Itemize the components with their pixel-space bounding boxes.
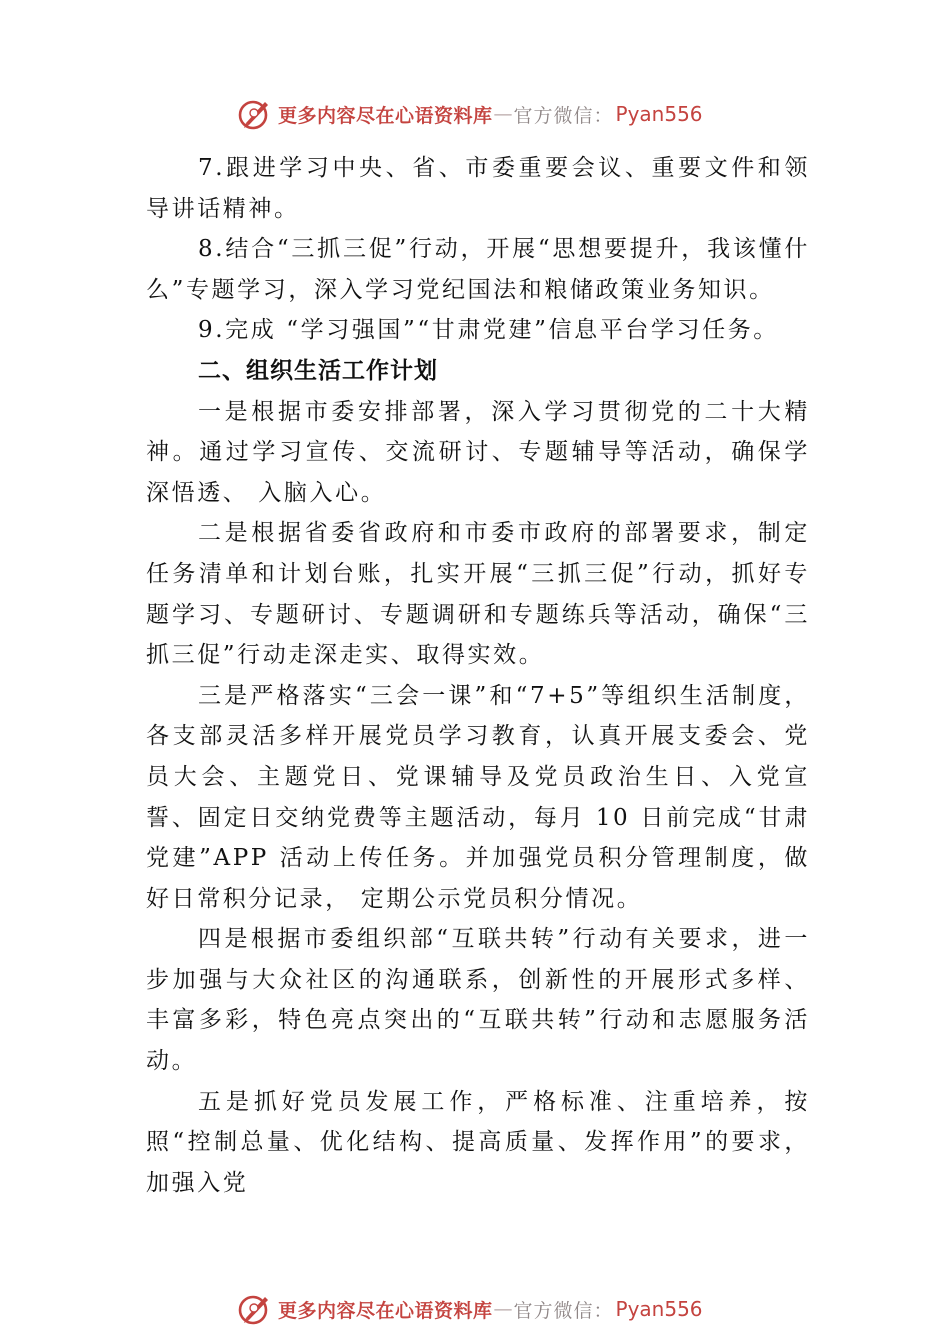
banner-contact-label: 官方微信： [513,104,614,127]
banner-brand-text: 更多内容尽在心语资料库 [278,104,493,127]
paragraph-3: 三是严格落实“三会一课”和“7+5”等组织生活制度，各支部灵活多样开展党员学习教育，认真开展支委会、党员大会、主题党日、党课辅导及党员政治生日、入党宣誓、固定日交纳党费等主题活动，每月 10 日前完成“甘肃党建”APP 活动上传任务。并加强党员积分管理制度，做好日常积分记录， 定期公示党员积分情况。 [146,682,810,912]
footer-watermark-banner [238,1292,703,1326]
banner-brand-text: 更多内容尽在心语资料库 [278,1299,493,1322]
list-item-8: 8.结合“三抓三促”行动，开展“思想要提升，我该懂什么”专题学习，深入学习党纪国法和粮储政策业务知识。 [146,236,810,303]
paragraph-2: 二是根据省委省政府和市委市政府的部署要求，制定任务清单和计划台账，扎实开展“三抓三促”行动，抓好专题学习、专题研讨、专题调研和专题练兵等活动，确保“三抓三促”行动走深走实、取得实效。 [146,520,810,669]
list-item-9: 9.完成 “学习强国”“甘肃党建”信息平台学习任务。 [198,317,779,344]
document-body [146,148,810,1203]
section-heading: 二、组织生活工作计划 [198,357,438,384]
pen-circle-logo-icon [238,97,272,131]
paragraph-1: 一是根据市委安排部署，深入学习贯彻党的二十大精神。通过学习宣传、交流研讨、专题辅导等活动，确保学深悟透、 入脑入心。 [146,398,810,506]
banner-contact-id: Pyan556 [615,102,703,126]
banner-dash: — [493,103,513,125]
pen-circle-logo-icon [238,1292,272,1326]
paragraph-4: 四是根据市委组织部“互联共转”行动有关要求，进一步加强与大众社区的沟通联系，创新性的开展形式多样、丰富多彩，特色亮点突出的“互联共转”行动和志愿服务活动。 [146,926,810,1075]
list-item-7: 7.跟进学习中央、省、市委重要会议、重要文件和领导讲话精神。 [146,155,810,222]
banner-dash: — [493,1298,513,1320]
banner-contact-label: 官方微信： [513,1299,614,1322]
paragraph-5: 五是抓好党员发展工作，严格标准、注重培养，按照“控制总量、优化结构、提高质量、发挥作用”的要求，加强入党 [146,1088,810,1196]
banner-contact-id: Pyan556 [615,1297,703,1321]
header-watermark-banner [238,97,703,131]
